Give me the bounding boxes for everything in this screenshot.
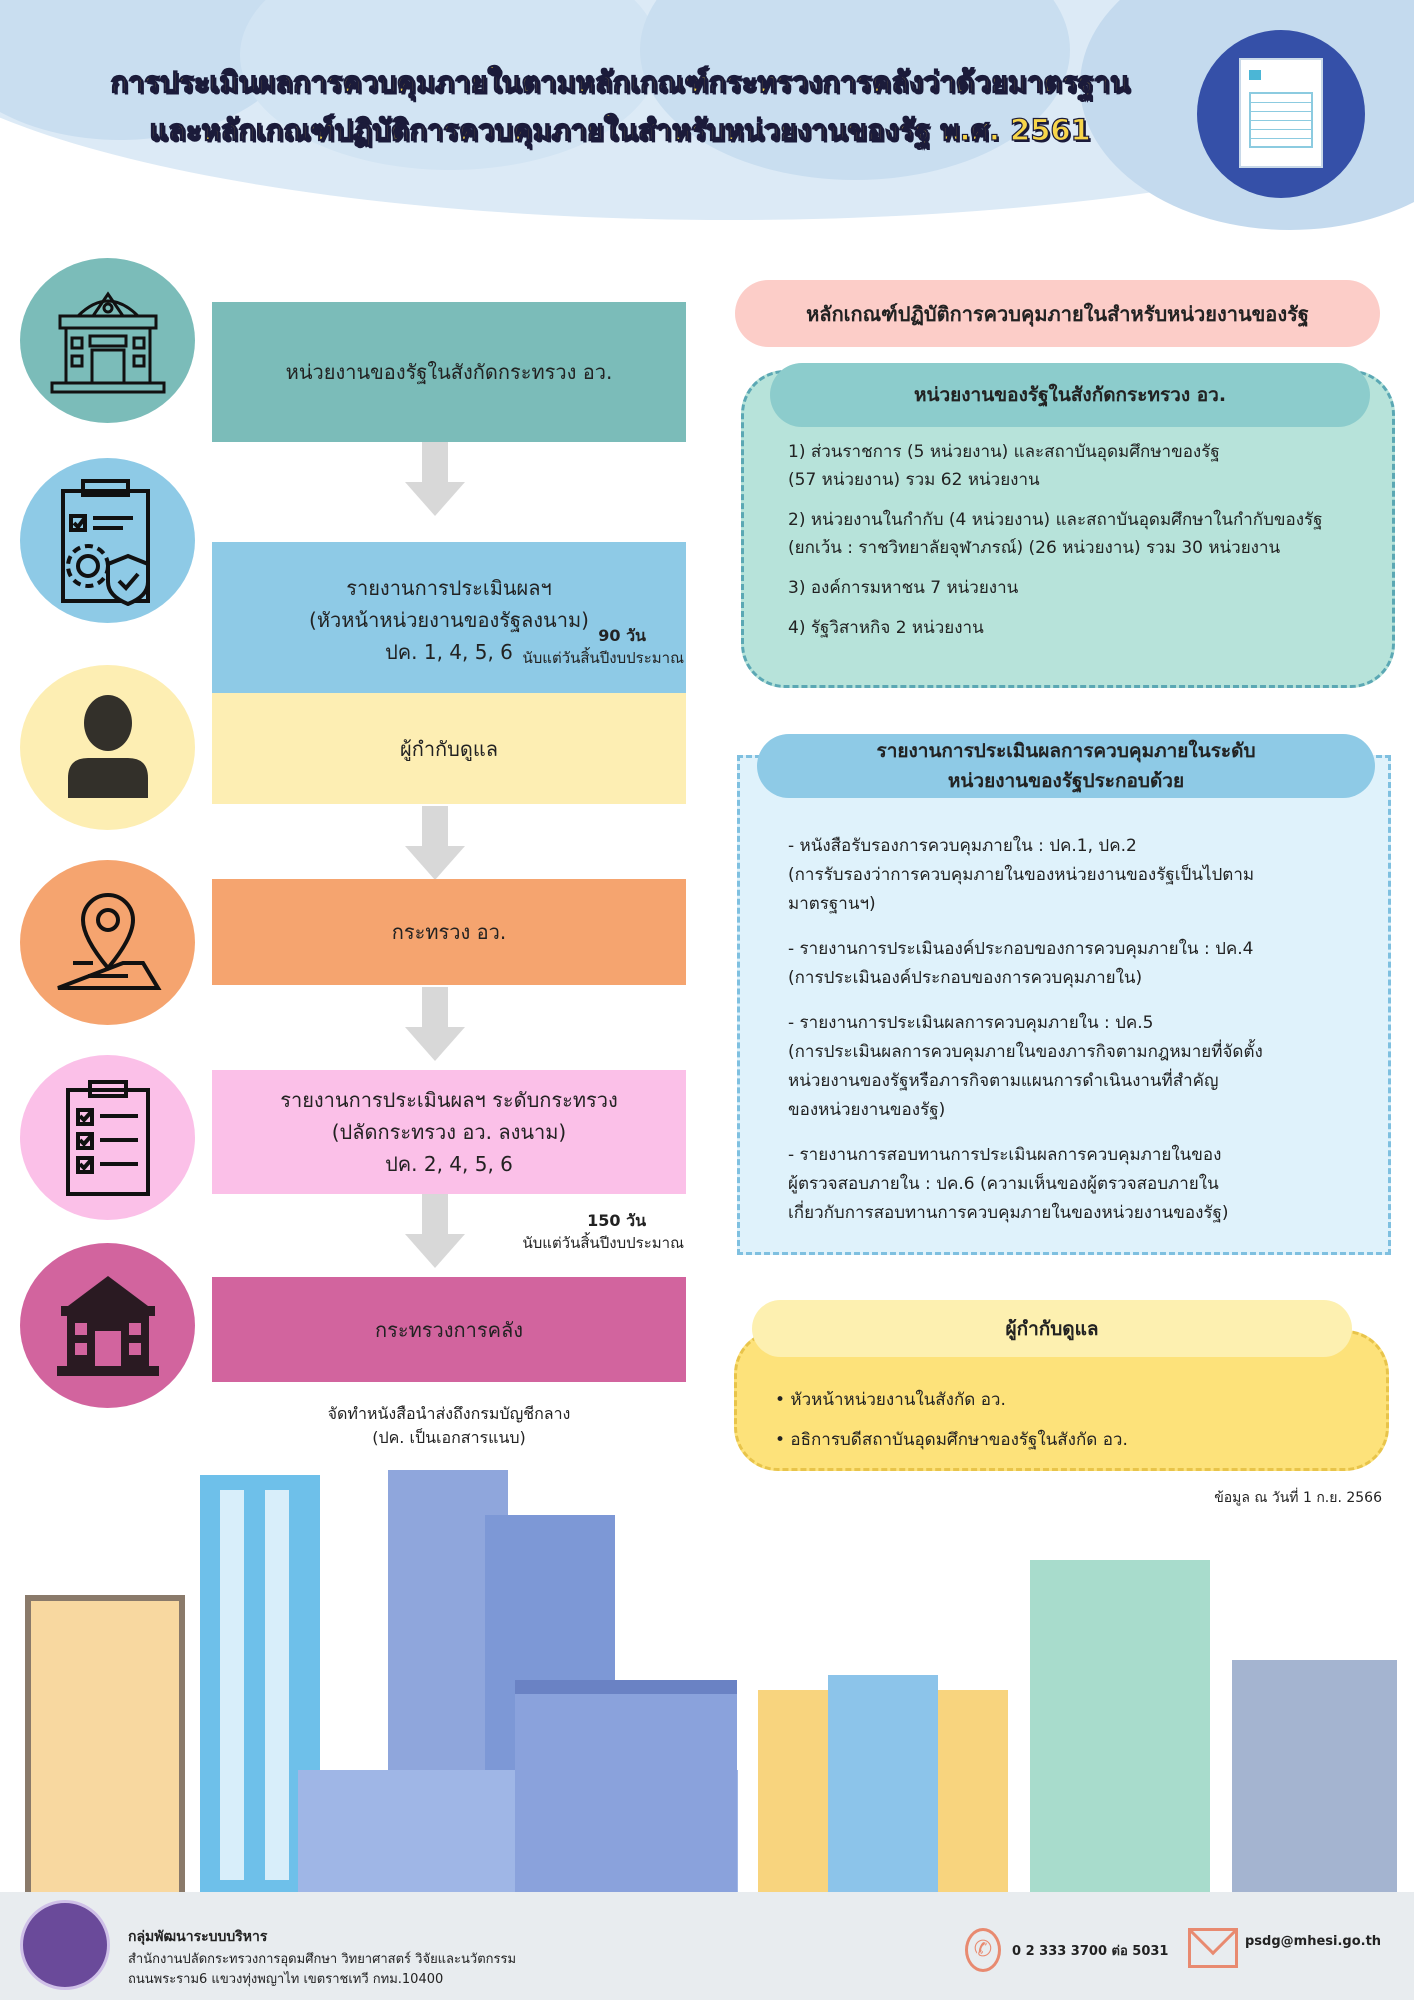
line: - รายงานการประเมินผลการควบคุมภายใน : ปค.5: [788, 1013, 1154, 1033]
list-item: [788, 1141, 1388, 1228]
line: หน่วยงานของรัฐหรือภารกิจตามแผนการดำเนินงานที่สำคัญ: [788, 1071, 1219, 1091]
flow-box: [212, 1070, 686, 1194]
box-text: กระทรวง อว.: [391, 920, 507, 944]
flow-box: [212, 879, 686, 985]
timing-days: 150 วัน: [587, 1211, 646, 1230]
reports-heading: [757, 734, 1375, 798]
line: (57 หน่วยงาน) รวม 62 หน่วยงาน: [788, 470, 1040, 490]
line: มาตรฐานฯ): [788, 894, 876, 914]
box-text: หน่วยงานของรัฐในสังกัดกระทรวง อว.: [285, 360, 613, 384]
box-text: ปค. 1, 4, 5, 6: [385, 639, 513, 664]
list-item: [788, 438, 1388, 494]
line: (การประเมินผลการควบคุมภายในของภารกิจตามกฎหมายที่จัดตั้ง: [788, 1042, 1263, 1062]
line: - รายงานการประเมินองค์ประกอบของการควบคุมภายใน : ปค.4: [788, 939, 1254, 959]
person-icon: [20, 665, 195, 830]
supervisors-heading: ผู้กำกับดูแล: [752, 1300, 1352, 1357]
timing-days: 90 วัน: [598, 626, 646, 645]
timing-150-days: [523, 1210, 685, 1254]
timing-note: นับแต่วันสิ้นปีงบประมาณ: [522, 1234, 684, 1252]
list-item: [788, 935, 1388, 993]
arrow-down-icon: [405, 987, 465, 1061]
reports-list: [788, 832, 1388, 1240]
box-text: ปค. 2, 4, 5, 6: [385, 1152, 513, 1176]
list-item: • หัวหน้าหน่วยงานในสังกัด อว.: [775, 1390, 1006, 1410]
footer-email[interactable]: psdg@mhesi.go.th: [1245, 1934, 1382, 1949]
arrow-down-icon: [405, 806, 465, 880]
map-pin-icon: [20, 860, 195, 1025]
date-note: ข้อมูล ณ วันที่ 1 ก.ย. 2566: [1214, 1490, 1382, 1506]
line: ผู้ตรวจสอบภายใน : ปค.6 (ความเห็นของผู้ตรวจสอบภายใน: [788, 1174, 1219, 1194]
line: - หนังสือรับรองการควบคุมภายใน : ปค.1, ปค.2: [788, 836, 1137, 856]
box-text: รายงานการประเมินผลฯ: [346, 575, 552, 600]
agencies-heading: หน่วยงานของรัฐในสังกัดกระทรวง อว.: [770, 363, 1370, 427]
supervisors-list: [775, 1380, 1375, 1460]
list-item: [788, 832, 1388, 919]
footer-address: ถนนพระราม6 แขวงทุ่งพญาไท เขตราชเทวี กทม.10400: [128, 1972, 444, 1987]
title-line-1: การประเมินผลการควบคุมภายในตามหลักเกณฑ์กระทรวงการคลังว่าด้วยมาตรฐาน: [110, 65, 1130, 99]
flow-box: [212, 693, 686, 804]
timing-90-days: [523, 625, 685, 669]
line: - รายงานการสอบทานการประเมินผลการควบคุมภายในของ: [788, 1145, 1222, 1165]
line: 2) หน่วยงานในกำกับ (4 หน่วยงาน) และสถาบันอุดมศึกษาในกำกับของรัฐ: [788, 510, 1323, 530]
line: 3) องค์การมหาชน 7 หน่วยงาน: [788, 578, 1019, 598]
line: 4) รัฐวิสาหกิจ 2 หน่วยงาน: [788, 618, 984, 638]
box-text: (ปลัดกระทรวง อว. ลงนาม): [331, 1120, 567, 1144]
heading-line: หน่วยงานของรัฐประกอบด้วย: [947, 770, 1185, 792]
line: (การรับรองว่าการควบคุมภายในของหน่วยงานของรัฐเป็นไปตาม: [788, 865, 1255, 885]
arrow-down-icon: [405, 1194, 465, 1268]
clipboard-gear-shield-icon: [20, 458, 195, 623]
heading-line: รายงานการประเมินผลการควบคุมภายในระดับ: [876, 740, 1256, 762]
footer: [0, 1892, 1414, 2000]
document-icon: [1197, 30, 1365, 198]
line: (การประเมินองค์ประกอบของการควบคุมภายใน): [788, 968, 1143, 988]
list-item: [788, 506, 1388, 562]
final-note: [212, 1402, 686, 1450]
agencies-list: [788, 438, 1388, 654]
flow-box: [212, 542, 686, 697]
timing-note: นับแต่วันสิ้นปีงบประมาณ: [522, 649, 684, 667]
bank-building-icon: [20, 1243, 195, 1408]
checklist-icon: [20, 1055, 195, 1220]
arrow-down-icon: [405, 442, 465, 516]
box-text: (หัวหน้าหน่วยงานของรัฐลงนาม): [309, 607, 589, 632]
line: 1) ส่วนราชการ (5 หน่วยงาน) และสถาบันอุดมศึกษาของรัฐ: [788, 442, 1220, 462]
government-building-icon: [20, 258, 195, 423]
list-item: [788, 614, 1388, 642]
final-note-line: จัดทำหนังสือนำส่งถึงกรมบัญชีกลาง: [327, 1404, 571, 1423]
line: (ยกเว้น : ราชวิทยาลัยจุฬาภรณ์) (26 หน่วยงาน) รวม 30 หน่วยงาน: [788, 538, 1281, 558]
box-text: กระทรวงการคลัง: [375, 1317, 523, 1342]
ministry-logo: [20, 1900, 110, 1990]
flow-box: [212, 1277, 686, 1382]
list-item: • อธิการบดีสถาบันอุดมศึกษาของรัฐในสังกัด อว.: [775, 1430, 1128, 1450]
footer-office: สำนักงานปลัดกระทรวงการอุดมศึกษา วิทยาศาสตร์ วิจัยและนวัตกรรม: [128, 1952, 517, 1967]
footer-org: กลุ่มพัฒนาระบบบริหาร: [128, 1929, 268, 1945]
main-heading: หลักเกณฑ์ปฏิบัติการควบคุมภายในสำหรับหน่วยงานของรัฐ: [735, 280, 1380, 347]
title-line-2: และหลักเกณฑ์ปฏิบัติการควบคุมภายในสำหรับหน่วยงานของรัฐ พ.ศ. 2561: [149, 113, 1091, 147]
line: ของหน่วยงานของรัฐ): [788, 1100, 946, 1120]
flow-box: [212, 302, 686, 442]
phone-icon: ✆: [965, 1928, 1001, 1972]
email-icon: [1188, 1928, 1238, 1968]
box-text: รายงานการประเมินผลฯ ระดับกระทรวง: [280, 1088, 618, 1112]
box-text: ผู้กำกับดูแล: [400, 736, 498, 761]
list-item: [788, 574, 1388, 602]
footer-phone[interactable]: 0 2 333 3700 ต่อ 5031: [1012, 1944, 1169, 1959]
line: เกี่ยวกับการสอบทานการควบคุมภายในของหน่วยงานของรัฐ): [788, 1203, 1229, 1223]
final-note-line: (ปค. เป็นเอกสารแนบ): [372, 1428, 526, 1447]
list-item: [788, 1009, 1388, 1125]
page-title: [60, 58, 1180, 154]
